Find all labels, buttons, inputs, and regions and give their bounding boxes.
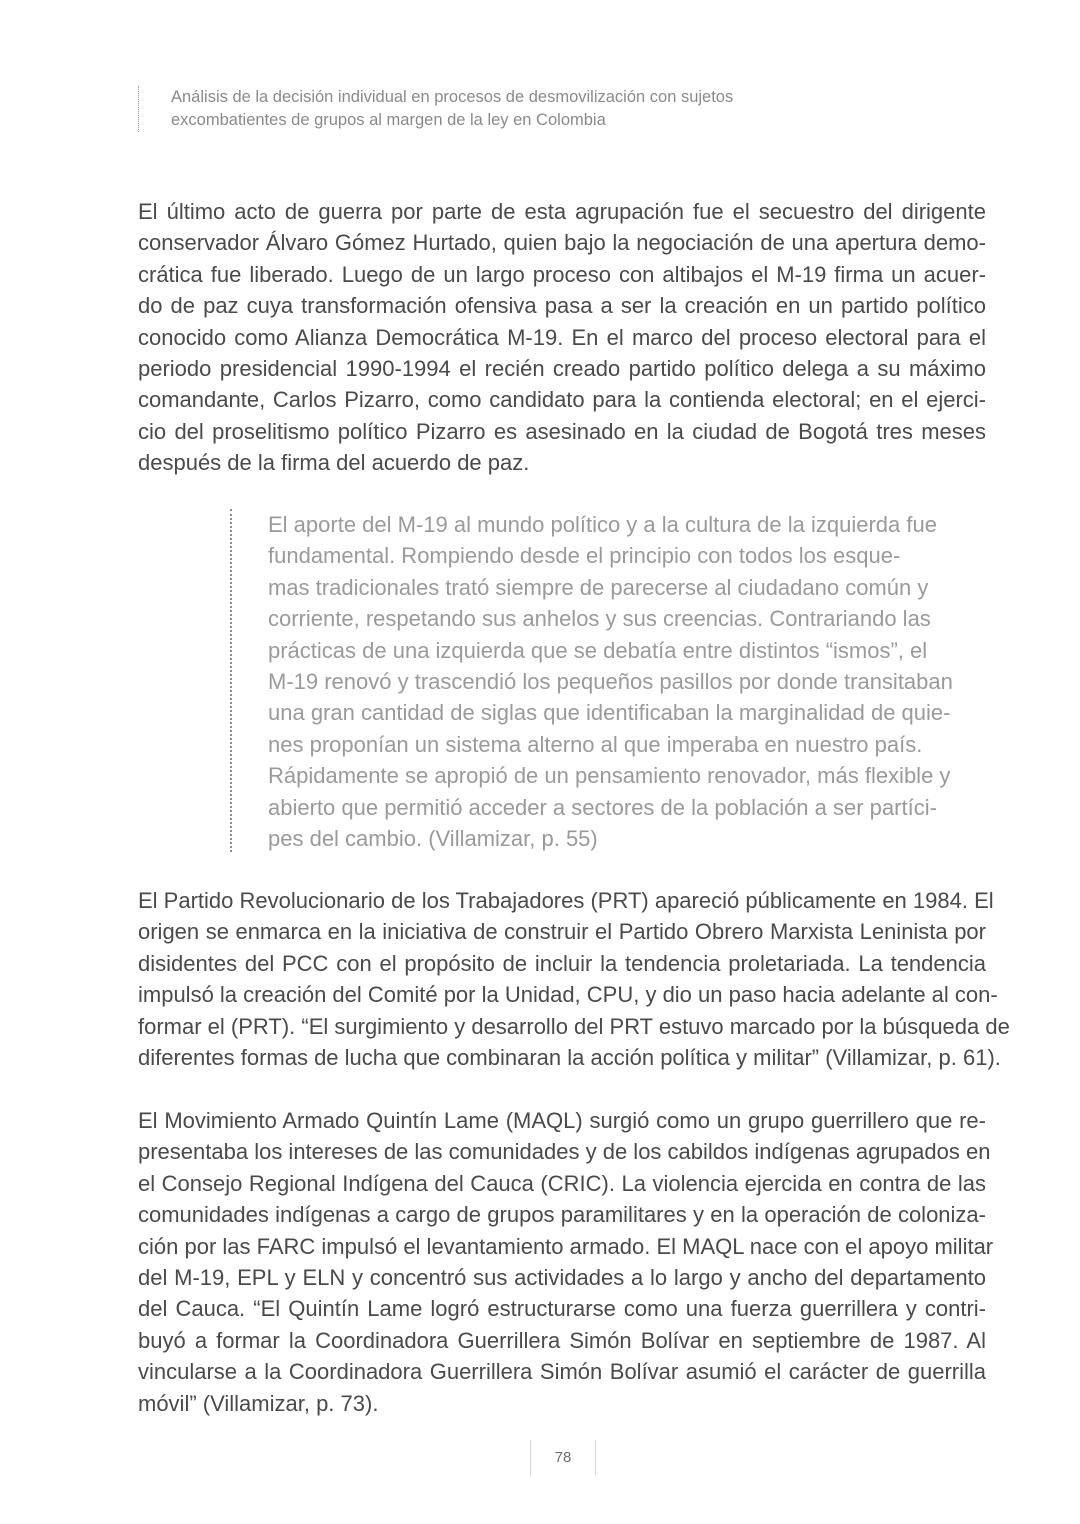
quote-line: El aporte del M-19 al mundo político y a la cultura de la izquierda fue xyxy=(268,512,937,537)
quote-line: pes del cambio. (Villamizar, p. 55) xyxy=(268,826,598,852)
paragraph-line: El último acto de guerra por parte de esta agrupación fue el secuestro del dirigente xyxy=(138,199,986,224)
paragraph-line: presentaba los intereses de las comunidades y de los cabildos indígenas agrupados en xyxy=(138,1139,991,1165)
paragraph-line: después de la firma del acuerdo de paz. xyxy=(138,450,530,476)
quote-line: Rápidamente se apropió de un pensamiento renovador, más flexible y xyxy=(268,763,951,789)
paragraph-line: El Movimiento Armado Quintín Lame (MAQL) surgió como un grupo guerrillero que re- xyxy=(138,1108,986,1133)
quote-text xyxy=(268,509,988,854)
page-number: 78 xyxy=(530,1440,596,1476)
quote-line: una gran cantidad de siglas que identificaban la marginalidad de quie- xyxy=(268,700,951,726)
quote-line: mas tradicionales trató siempre de parecerse al ciudadano común y xyxy=(268,574,929,600)
paragraph-line: móvil” (Villamizar, p. 73). xyxy=(138,1390,379,1416)
paragraph-line: del M-19, EPL y ELN y concentró sus actividades a lo largo y ancho del departamento xyxy=(138,1265,986,1291)
header-line: excombatientes de grupos al margen de la ley en Colombia xyxy=(171,111,606,129)
body-paragraph xyxy=(138,196,986,479)
paragraph-line: comunidades indígenas a cargo de grupos paramilitares y en la operación de coloniza- xyxy=(138,1202,986,1228)
paragraph-line: buyó a formar la Coordinadora Guerrillera Simón Bolívar en septiembre de 1987. Al xyxy=(138,1327,986,1353)
header-line: Análisis de la decisión individual en procesos de desmovilización con sujetos xyxy=(171,88,734,106)
paragraph-line: cio del proselitismo político Pizarro es asesinado en la ciudad de Bogotá tres meses xyxy=(138,418,986,444)
paragraph-line: ción por las FARC impulsó el levantamiento armado. El MAQL nace con el apoyo militar xyxy=(138,1233,994,1259)
paragraph-line: crática fue liberado. Luego de un largo proceso con altibajos el M-19 firma un acuer- xyxy=(138,261,986,287)
paragraph-line: periodo presidencial 1990-1994 el recién creado partido político delega a su máximo xyxy=(138,356,986,382)
paragraph-line: conocido como Alianza Democrática M-19. En el marco del proceso electoral para el xyxy=(138,324,986,350)
quote-line: nes proponían un sistema alterno al que imperaba en nuestro país. xyxy=(268,731,923,757)
paragraph-line: do de paz cuya transformación ofensiva pasa a ser la creación en un partido político xyxy=(138,293,986,319)
paragraph-line: disidentes del PCC con el propósito de incluir la tendencia proletariada. La tendencia xyxy=(138,950,986,976)
quote-line: corriente, respetando sus anhelos y sus creencias. Contrariando las xyxy=(268,606,931,632)
block-quote xyxy=(230,509,992,852)
body-paragraph xyxy=(138,1105,994,1419)
paragraph-line: vincularse a la Coordinadora Guerrillera Simón Bolívar asumió el carácter de guerrilla xyxy=(138,1359,986,1385)
paragraph-line: comandante, Carlos Pizarro, como candidato para la contienda electoral; en el ejerci- xyxy=(138,387,986,413)
quote-line: fundamental. Rompiendo desde el principio con todos los esque- xyxy=(268,543,901,569)
quote-line: M-19 renovó y trascendió los pequeños pasillos por donde transitaban xyxy=(268,669,953,695)
paragraph-line: diferentes formas de lucha que combinaran la acción política y militar” (Villamizar, p. 61). xyxy=(138,1045,1001,1071)
paragraph-line: del Cauca. “El Quintín Lame logró estructurarse como una fuerza guerrillera y contri- xyxy=(138,1296,986,1322)
paragraph-line: El Partido Revolucionario de los Trabajadores (PRT) apareció públicamente en 1984. El xyxy=(138,888,994,913)
running-header xyxy=(138,86,871,132)
quote-line: prácticas de una izquierda que se debatía entre distintos “ismos”, el xyxy=(268,637,928,663)
body-paragraph xyxy=(138,885,1010,1073)
quote-line: abierto que permitió acceder a sectores de la población a ser partíci- xyxy=(268,794,937,820)
paragraph-line: origen se enmarca en la iniciativa de construir el Partido Obrero Marxista Leninista por xyxy=(138,919,986,945)
paragraph-line: impulsó la creación del Comité por la Unidad, CPU, y dio un paso hacia adelante al con- xyxy=(138,982,998,1008)
paragraph-line: el Consejo Regional Indígena del Cauca (CRIC). La violencia ejercida en contra de las xyxy=(138,1170,986,1196)
paragraph-line: conservador Álvaro Gómez Hurtado, quien bajo la negociación de una apertura demo- xyxy=(138,230,986,256)
paragraph-line: formar el (PRT). “El surgimiento y desarrollo del PRT estuvo marcado por la búsqueda de xyxy=(138,1013,1010,1039)
